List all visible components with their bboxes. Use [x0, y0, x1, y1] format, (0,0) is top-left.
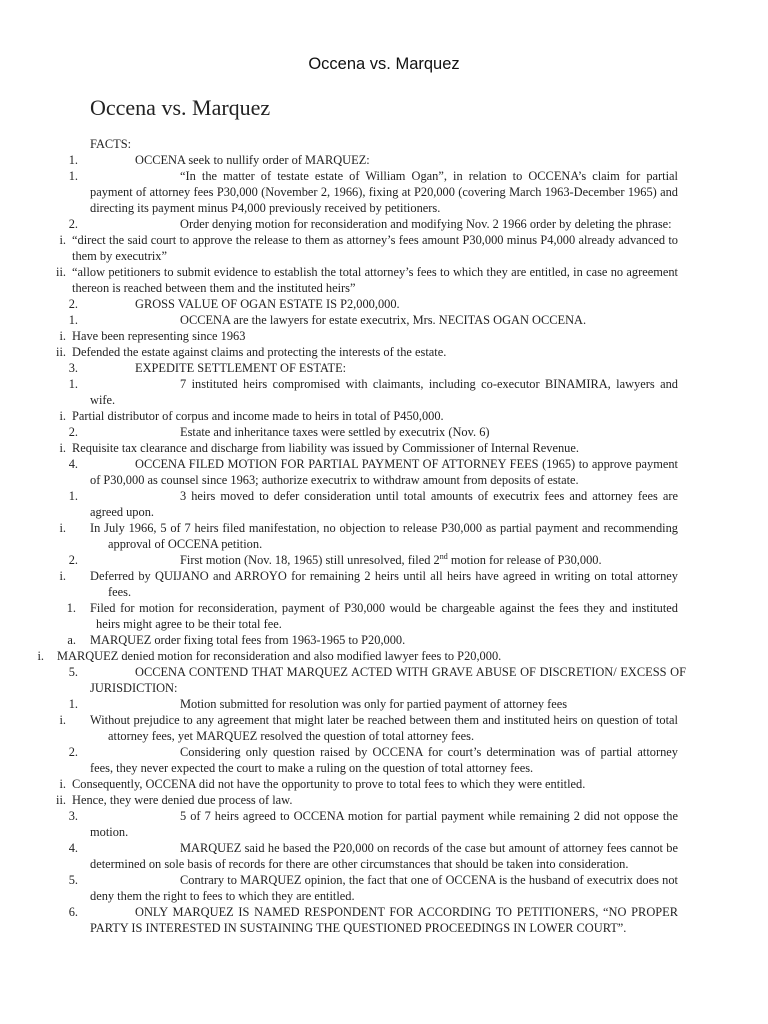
list-item: 1. Filed for motion for reconsideration, payment of P30,000 would be chargeable against the fees they and instituted heirs might agree to be their total fee. [66, 601, 678, 631]
list-item: i. Partial distributor of corpus and income made to heirs in total of P450,000. [59, 409, 444, 423]
page-header-title: Occena vs. Marquez [308, 55, 460, 73]
list-item: ii. “allow petitioners to submit evidence to establish the total attorney’s fees to which they are entitled, in case no agreement thereon is reached between them and the instituted heirs” [56, 265, 678, 295]
list-item: 2. Order denying motion for reconsideration and modifying Nov. 2 1966 order by deleting the phrase: [68, 217, 672, 231]
list-item: 5. Contrary to MARQUEZ opinion, the fact that one of OCCENA is the husband of executrix does not deny them the right to fees to which they are entitled. [68, 873, 678, 903]
list-item: i. Consequently, OCCENA did not have the opportunity to prove to total fees to which they were entitled. [59, 777, 586, 791]
list-item: i. Have been representing since 1963 [59, 329, 246, 343]
list-item: 2. Considering only question raised by OCCENA for court’s determination was of partial attorney fees, they never expected the court to make a ruling on the question of total attorney fees. [68, 745, 678, 775]
list-item: 4. OCCENA FILED MOTION FOR PARTIAL PAYMENT OF ATTORNEY FEES (1965) to approve payment of P30,000 as counsel since 1963; authorize executrix to withdraw amount from deposits of estate. [68, 457, 678, 487]
list-item: ii. Hence, they were denied due process of law. [56, 793, 293, 807]
list-item: 1. 3 heirs moved to defer consideration until total amounts of executrix fees and attorney fees are agreed upon. [68, 489, 678, 519]
list-item: 6. ONLY MARQUEZ IS NAMED RESPONDENT FOR ACCORDING TO PETITIONERS, “NO PROPER PARTY IS INTERESTED IN SUSTAINING THE QUESTIONED PROCEEDINGS IN LOWER COURT”. [68, 905, 678, 935]
list-item: 2. First motion (Nov. 18, 1965) still unresolved, filed 2nd motion for release of P30,000. [68, 551, 602, 567]
list-item: 3. 5 of 7 heirs agreed to OCCENA motion for partial payment while remaining 2 did not oppose the motion. [68, 809, 678, 839]
list-item: 1. OCCENA seek to nullify order of MARQUEZ: [68, 153, 370, 167]
document-body [0, 136, 768, 936]
list-item: 1. Motion submitted for resolution was only for partied payment of attorney fees [68, 697, 568, 711]
list-item: i. MARQUEZ denied motion for reconsideration and also modified lawyer fees to P20,000. [37, 649, 502, 663]
list-item: 2. GROSS VALUE OF OGAN ESTATE IS P2,000,000. [68, 297, 400, 311]
list-item: 5. OCCENA CONTEND THAT MARQUEZ ACTED WITH GRAVE ABUSE OF DISCRETION/ EXCESS OF JURISDICTION: [68, 665, 686, 695]
document-title: Occena vs. Marquez [90, 95, 271, 120]
list-item: 1. 7 instituted heirs compromised with claimants, including co-executor BINAMIRA, lawyers and wife. [68, 377, 678, 407]
list-item: i. Without prejudice to any agreement that might later be reached between them and instituted heirs on question of total attorney fees, yet MARQUEZ resolved the question of total attorney fees. [59, 713, 678, 743]
list-item: i. Requisite tax clearance and discharge from liability was issued by Commissioner of Internal Revenue. [59, 441, 579, 455]
list-item: a. MARQUEZ order fixing total fees from 1963-1965 to P20,000. [67, 633, 406, 647]
list-item: ii. Defended the estate against claims and protecting the interests of the estate. [56, 345, 447, 359]
list-item: 4. MARQUEZ said he based the P20,000 on records of the case but amount of attorney fees cannot be determined on sole basis of records for there are other circumstances that should be taken into consideration. [68, 841, 678, 871]
list-item: 1. OCCENA are the lawyers for estate executrix, Mrs. NECITAS OGAN OCCENA. [68, 313, 587, 327]
facts-heading: FACTS: [90, 137, 132, 151]
list-item: 3. EXPEDITE SETTLEMENT OF ESTATE: [68, 361, 347, 375]
list-item: 2. Estate and inheritance taxes were settled by executrix (Nov. 6) [68, 425, 490, 439]
list-item: i. Deferred by QUIJANO and ARROYO for remaining 2 heirs until all heirs have agreed in writing on total attorney fees. [59, 569, 678, 599]
list-item: 1. “In the matter of testate estate of William Ogan”, in relation to OCCENA’s claim for partial payment of attorney fees P30,000 (November 2, 1966), fixing at P20,000 (covering March 1963-December 1965) and directing its payment minus P4,000 previously received by petitioners. [68, 169, 678, 215]
list-item: i. “direct the said court to approve the release to them as attorney’s fees amount P30,000 minus P4,000 already advanced to them by executrix” [59, 233, 678, 263]
list-item: i. In July 1966, 5 of 7 heirs filed manifestation, no objection to release P30,000 as partial payment and recommending approval of OCCENA petition. [59, 521, 678, 551]
